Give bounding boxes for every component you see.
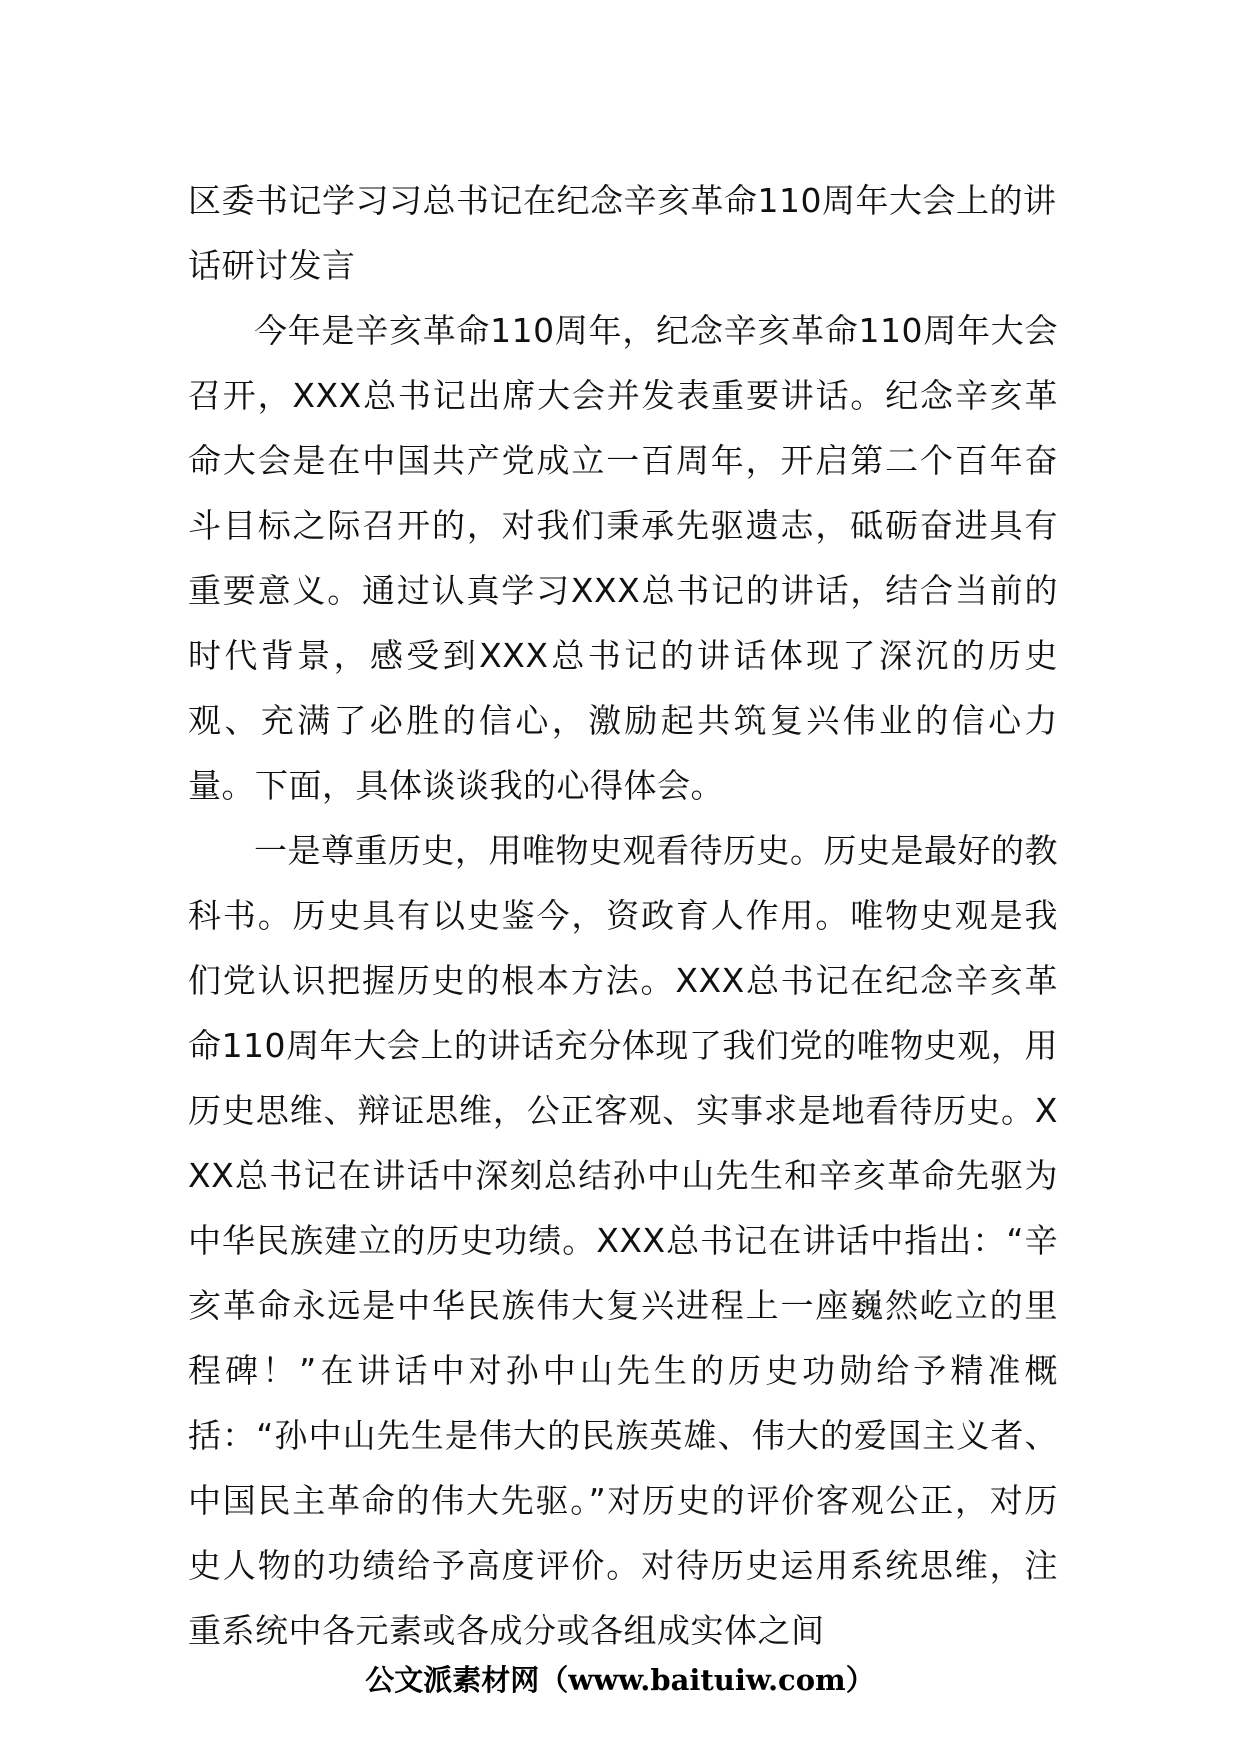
paragraph-intro: 今年是辛亥革命110周年，纪念辛亥革命110周年大会召开，XXX总书记出席大会并发表重要讲话。纪念辛亥革命大会是在中国共产党成立一百周年，开启第二个百年奋斗目标之际召开的，对我们秉承先驱遗志，砥砺奋进具有重要意义。通过认真学习XXX总书记的讲话，结合当前的时代背景，感受到XXX总书记的讲话体现了深沉的历史观、充满了必胜的信心，激励起共筑复兴伟业的信心力量。下面，具体谈谈我的心得体会。 bbox=[188, 311, 1058, 805]
document-body bbox=[188, 168, 1058, 1663]
paragraph-point-one: 一是尊重历史，用唯物史观看待历史。历史是最好的教科书。历史具有以史鉴今，资政育人作用。唯物史观是我们党认识把握历史的根本方法。XXX总书记在纪念辛亥革命110周年大会上的讲话充分体现了我们党的唯物史观，用历史思维、辩证思维，公正客观、实事求是地看待历史。XXX总书记在讲话中深刻总结孙中山先生和辛亥革命先驱为中华民族建立的历史功绩。XXX总书记在讲话中指出：“辛亥革命永远是中华民族伟大复兴进程上一座巍然屹立的里程碑！”在讲话中对孙中山先生的历史功勋给予精准概括：“孙中山先生是伟大的民族英雄、伟大的爱国主义者、中国民主革命的伟大先驱。”对历史的评价客观公正，对历史人物的功绩给予高度评价。对待历史运用系统思维，注重系统中各元素或各成分或各组成实体之间 bbox=[188, 831, 1058, 1650]
document-title: 区委书记学习习总书记在纪念辛亥革命110周年大会上的讲话研讨发言 bbox=[188, 181, 1057, 285]
footer-watermark: 公文派素材网（www.baituiw.com） bbox=[365, 1663, 875, 1697]
